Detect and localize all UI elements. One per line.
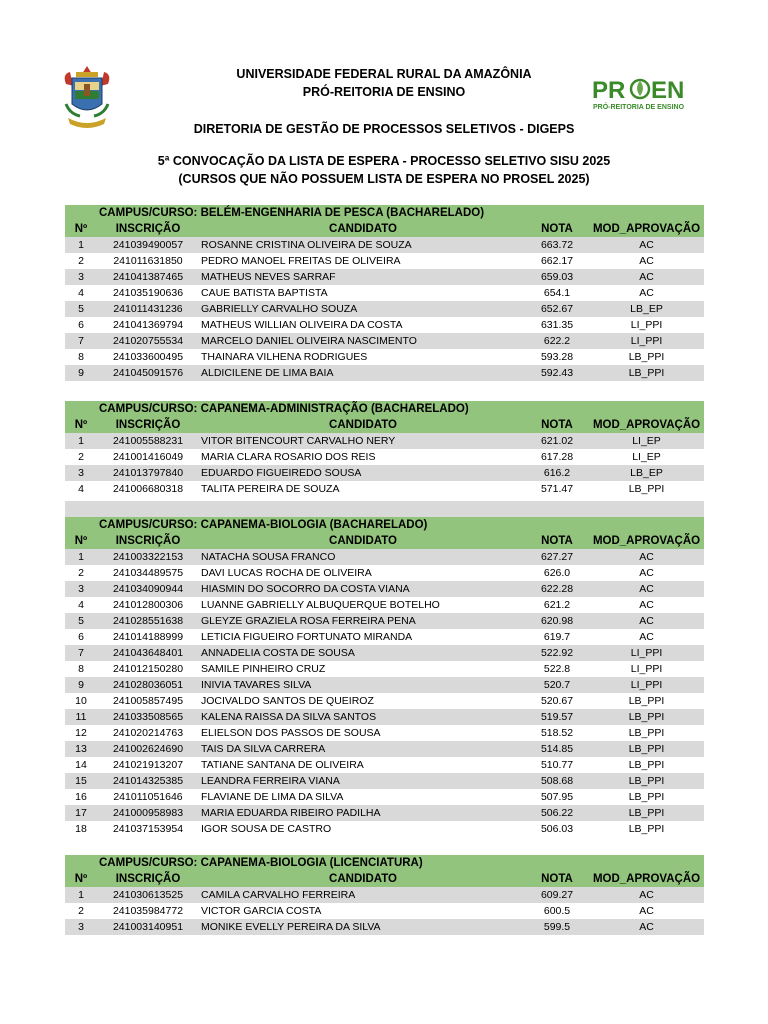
table-row (65, 449, 704, 465)
inscricao-cell: 241014188999 (97, 629, 199, 645)
table-row (65, 741, 704, 757)
nota-cell: 617.28 (525, 449, 589, 465)
nota-cell: 631.35 (525, 317, 589, 333)
nota-cell: 571.47 (525, 481, 589, 497)
candidato-cell: GABRIELLY CARVALHO SOUZA (199, 301, 525, 317)
row-number: 6 (65, 317, 97, 333)
row-number: 4 (65, 481, 97, 497)
mod-aprovacao-cell: AC (589, 629, 704, 645)
row-number: 4 (65, 597, 97, 613)
header-inscricao: INSCRIÇÃO (97, 417, 199, 433)
header-candidato: CANDIDATO (199, 221, 525, 237)
candidato-cell: LETICIA FIGUEIRO FORTUNATO MIRANDA (199, 629, 525, 645)
row-number: 14 (65, 757, 97, 773)
candidato-cell: KALENA RAISSA DA SILVA SANTOS (199, 709, 525, 725)
nota-cell: 520.7 (525, 677, 589, 693)
section-spacer (65, 501, 704, 517)
university-name: UNIVERSIDADE FEDERAL RURAL DA AMAZÔNIA (236, 67, 532, 81)
row-number: 2 (65, 253, 97, 269)
section-spacer (65, 385, 704, 401)
table-row (65, 253, 704, 269)
section-table (65, 205, 704, 381)
campus-course-title: CAMPUS/CURSO: CAPANEMA-BIOLOGIA (LICENCIATURA) (65, 855, 704, 871)
nota-cell: 519.57 (525, 709, 589, 725)
campus-course-title: CAMPUS/CURSO: CAPANEMA-BIOLOGIA (BACHARELADO) (65, 517, 704, 533)
candidato-cell: IGOR SOUSA DE CASTRO (199, 821, 525, 837)
mod-aprovacao-cell: LI_PPI (589, 333, 704, 349)
table-row (65, 333, 704, 349)
inscricao-cell: 241028036051 (97, 677, 199, 693)
nota-cell: 622.2 (525, 333, 589, 349)
inscricao-cell: 241011431236 (97, 301, 199, 317)
nota-cell: 506.03 (525, 821, 589, 837)
mod-aprovacao-cell: LB_EP (589, 301, 704, 317)
row-number: 2 (65, 903, 97, 919)
svg-text:PR: PR (592, 77, 626, 104)
convocacao-title: 5ª CONVOCAÇÃO DA LISTA DE ESPERA - PROCESSO SELETIVO SISU 2025 (157, 154, 611, 168)
mod-aprovacao-cell: LB_PPI (589, 805, 704, 821)
campus-course-title: CAMPUS/CURSO: CAPANEMA-ADMINISTRAÇÃO (BACHARELADO) (65, 401, 704, 417)
header-nota: NOTA (525, 533, 589, 549)
nota-cell: 619.7 (525, 629, 589, 645)
row-number: 9 (65, 677, 97, 693)
nota-cell: 627.27 (525, 549, 589, 565)
inscricao-cell: 241039490057 (97, 237, 199, 253)
nota-cell: 659.03 (525, 269, 589, 285)
nota-cell: 593.28 (525, 349, 589, 365)
row-number: 16 (65, 789, 97, 805)
table-row (65, 613, 704, 629)
table-row (65, 661, 704, 677)
row-number: 17 (65, 805, 97, 821)
table-row (65, 773, 704, 789)
inscricao-cell: 241011051646 (97, 789, 199, 805)
row-number: 3 (65, 581, 97, 597)
table-row (65, 805, 704, 821)
row-number: 9 (65, 365, 97, 381)
header-university (0, 66, 768, 100)
row-number: 10 (65, 693, 97, 709)
candidato-cell: CAMILA CARVALHO FERREIRA (199, 887, 525, 903)
candidato-cell: ANNADELIA COSTA DE SOUSA (199, 645, 525, 661)
nota-cell: 522.92 (525, 645, 589, 661)
mod-aprovacao-cell: LB_PPI (589, 365, 704, 381)
candidato-cell: TAIS DA SILVA CARRERA (199, 741, 525, 757)
inscricao-cell: 241034090944 (97, 581, 199, 597)
table-row (65, 821, 704, 837)
table-row (65, 709, 704, 725)
inscricao-cell: 241020755534 (97, 333, 199, 349)
candidato-cell: VITOR BITENCOURT CARVALHO NERY (199, 433, 525, 449)
campus-course-row (65, 205, 704, 221)
header-inscricao: INSCRIÇÃO (97, 871, 199, 887)
inscricao-cell: 241003322153 (97, 549, 199, 565)
nota-cell: 663.72 (525, 237, 589, 253)
candidato-cell: MARIA EDUARDA RIBEIRO PADILHA (199, 805, 525, 821)
row-number: 1 (65, 549, 97, 565)
section-table (65, 517, 704, 837)
table-row (65, 349, 704, 365)
nota-cell: 616.2 (525, 465, 589, 481)
header-inscricao: INSCRIÇÃO (97, 533, 199, 549)
table-row (65, 581, 704, 597)
section-table (65, 401, 704, 497)
row-number: 2 (65, 449, 97, 465)
header-candidato: CANDIDATO (199, 871, 525, 887)
nota-cell: 599.5 (525, 919, 589, 935)
mod-aprovacao-cell: LB_PPI (589, 741, 704, 757)
table-row (65, 693, 704, 709)
candidato-cell: VICTOR GARCIA COSTA (199, 903, 525, 919)
table-row (65, 433, 704, 449)
table-row (65, 365, 704, 381)
mod-aprovacao-cell: LB_PPI (589, 821, 704, 837)
table-row (65, 269, 704, 285)
nota-cell: 510.77 (525, 757, 589, 773)
column-header-row (65, 221, 704, 237)
mod-aprovacao-cell: LI_PPI (589, 645, 704, 661)
inscricao-cell: 241037153954 (97, 821, 199, 837)
nota-cell: 518.52 (525, 725, 589, 741)
inscricao-cell: 241012150280 (97, 661, 199, 677)
nota-cell: 626.0 (525, 565, 589, 581)
mod-aprovacao-cell: AC (589, 253, 704, 269)
inscricao-cell: 241001416049 (97, 449, 199, 465)
header-diretoria: DIRETORIA DE GESTÃO DE PROCESSOS SELETIVOS - DIGEPS (193, 122, 575, 136)
mod-aprovacao-cell: AC (589, 919, 704, 935)
inscricao-cell: 241034489575 (97, 565, 199, 581)
inscricao-cell: 241002624690 (97, 741, 199, 757)
candidato-cell: MONIKE EVELLY PEREIRA DA SILVA (199, 919, 525, 935)
candidato-cell: HIASMIN DO SOCORRO DA COSTA VIANA (199, 581, 525, 597)
campus-course-row (65, 855, 704, 871)
inscricao-cell: 241006680318 (97, 481, 199, 497)
inscricao-cell: 241012800306 (97, 597, 199, 613)
mod-aprovacao-cell: LB_PPI (589, 349, 704, 365)
table-row (65, 725, 704, 741)
mod-aprovacao-cell: LI_PPI (589, 661, 704, 677)
pro-reitoria: PRÓ-REITORIA DE ENSINO (302, 85, 466, 99)
candidato-cell: ALDICILENE DE LIMA BAIA (199, 365, 525, 381)
nota-cell: 507.95 (525, 789, 589, 805)
mod-aprovacao-cell: AC (589, 887, 704, 903)
mod-aprovacao-cell: LI_PPI (589, 317, 704, 333)
mod-aprovacao-cell: LB_PPI (589, 709, 704, 725)
mod-aprovacao-cell: AC (589, 903, 704, 919)
inscricao-cell: 241030613525 (97, 887, 199, 903)
row-number: 1 (65, 433, 97, 449)
table-row (65, 757, 704, 773)
table-row (65, 677, 704, 693)
inscricao-cell: 241005857495 (97, 693, 199, 709)
table-row (65, 481, 704, 497)
nota-cell: 592.43 (525, 365, 589, 381)
inscricao-cell: 241041369794 (97, 317, 199, 333)
nota-cell: 622.28 (525, 581, 589, 597)
header-convocacao (0, 153, 768, 187)
header-mod-aprovacao: MOD_APROVAÇÃO (589, 417, 704, 433)
table-row (65, 887, 704, 903)
row-number: 13 (65, 741, 97, 757)
inscricao-cell: 241041387465 (97, 269, 199, 285)
mod-aprovacao-cell: AC (589, 597, 704, 613)
row-number: 6 (65, 629, 97, 645)
nota-cell: 609.27 (525, 887, 589, 903)
inscricao-cell: 241014325385 (97, 773, 199, 789)
row-number: 3 (65, 269, 97, 285)
inscricao-cell: 241013797840 (97, 465, 199, 481)
row-number: 1 (65, 887, 97, 903)
candidato-cell: JOCIVALDO SANTOS DE QUEIROZ (199, 693, 525, 709)
table-row (65, 919, 704, 935)
mod-aprovacao-cell: AC (589, 237, 704, 253)
candidato-cell: DAVI LUCAS ROCHA DE OLIVEIRA (199, 565, 525, 581)
row-number: 7 (65, 333, 97, 349)
nota-cell: 514.85 (525, 741, 589, 757)
candidato-cell: CAUE BATISTA BAPTISTA (199, 285, 525, 301)
inscricao-cell: 241000958983 (97, 805, 199, 821)
header-mod-aprovacao: MOD_APROVAÇÃO (589, 871, 704, 887)
table-row (65, 903, 704, 919)
row-number: 12 (65, 725, 97, 741)
candidato-cell: MATHEUS WILLIAN OLIVEIRA DA COSTA (199, 317, 525, 333)
inscricao-cell: 241035984772 (97, 903, 199, 919)
mod-aprovacao-cell: LI_EP (589, 449, 704, 465)
table-row (65, 465, 704, 481)
row-number: 3 (65, 919, 97, 935)
inscricao-cell: 241005588231 (97, 433, 199, 449)
nota-cell: 620.98 (525, 613, 589, 629)
inscricao-cell: 241045091576 (97, 365, 199, 381)
mod-aprovacao-cell: LB_PPI (589, 481, 704, 497)
header-nota: NOTA (525, 221, 589, 237)
nota-cell: 652.67 (525, 301, 589, 317)
row-number: 4 (65, 285, 97, 301)
inscricao-cell: 241033600495 (97, 349, 199, 365)
candidato-cell: LEANDRA FERREIRA VIANA (199, 773, 525, 789)
mod-aprovacao-cell: LB_EP (589, 465, 704, 481)
column-header-row (65, 871, 704, 887)
nota-cell: 654.1 (525, 285, 589, 301)
mod-aprovacao-cell: LB_PPI (589, 693, 704, 709)
inscricao-cell: 241021913207 (97, 757, 199, 773)
campus-course-row (65, 517, 704, 533)
candidato-cell: PEDRO MANOEL FREITAS DE OLIVEIRA (199, 253, 525, 269)
header-mod-aprovacao: MOD_APROVAÇÃO (589, 221, 704, 237)
mod-aprovacao-cell: LB_PPI (589, 757, 704, 773)
nota-cell: 600.5 (525, 903, 589, 919)
candidato-cell: EDUARDO FIGUEIREDO SOUSA (199, 465, 525, 481)
column-header-row (65, 533, 704, 549)
candidato-cell: FLAVIANE DE LIMA DA SILVA (199, 789, 525, 805)
mod-aprovacao-cell: AC (589, 565, 704, 581)
nota-cell: 520.67 (525, 693, 589, 709)
candidato-cell: ELIELSON DOS PASSOS DE SOUSA (199, 725, 525, 741)
row-number: 2 (65, 565, 97, 581)
table-row (65, 317, 704, 333)
header-mod-aprovacao: MOD_APROVAÇÃO (589, 533, 704, 549)
header-nota: NOTA (525, 871, 589, 887)
campus-course-row (65, 401, 704, 417)
candidato-cell: ROSANNE CRISTINA OLIVEIRA DE SOUZA (199, 237, 525, 253)
candidato-cell: NATACHA SOUSA FRANCO (199, 549, 525, 565)
inscricao-cell: 241035190636 (97, 285, 199, 301)
nota-cell: 506.22 (525, 805, 589, 821)
candidato-cell: MARCELO DANIEL OLIVEIRA NASCIMENTO (199, 333, 525, 349)
mod-aprovacao-cell: AC (589, 269, 704, 285)
inscricao-cell: 241020214763 (97, 725, 199, 741)
header-candidato: CANDIDATO (199, 417, 525, 433)
table-row (65, 789, 704, 805)
candidato-cell: INIVIA TAVARES SILVA (199, 677, 525, 693)
candidato-cell: LUANNE GABRIELLY ALBUQUERQUE BOTELHO (199, 597, 525, 613)
table-row (65, 549, 704, 565)
candidato-cell: TALITA PEREIRA DE SOUZA (199, 481, 525, 497)
candidato-cell: MARIA CLARA ROSARIO DOS REIS (199, 449, 525, 465)
mod-aprovacao-cell: LI_EP (589, 433, 704, 449)
nota-cell: 662.17 (525, 253, 589, 269)
svg-text:EN: EN (651, 77, 685, 104)
row-number: 1 (65, 237, 97, 253)
proen-subtitle: PRÓ-REITORIA DE ENSINO (593, 104, 685, 111)
candidato-cell: THAINARA VILHENA RODRIGUES (199, 349, 525, 365)
campus-course-title: CAMPUS/CURSO: BELÉM-ENGENHARIA DE PESCA (BACHARELADO) (65, 205, 704, 221)
nota-cell: 508.68 (525, 773, 589, 789)
table-row (65, 285, 704, 301)
mod-aprovacao-cell: LI_PPI (589, 677, 704, 693)
candidato-cell: MATHEUS NEVES SARRAF (199, 269, 525, 285)
table-row (65, 597, 704, 613)
nota-cell: 522.8 (525, 661, 589, 677)
mod-aprovacao-cell: LB_PPI (589, 725, 704, 741)
header-nota: NOTA (525, 417, 589, 433)
table-row (65, 645, 704, 661)
section-table (65, 855, 704, 935)
mod-aprovacao-cell: AC (589, 549, 704, 565)
row-number: 11 (65, 709, 97, 725)
row-number: 5 (65, 613, 97, 629)
row-number: 8 (65, 349, 97, 365)
column-header-row (65, 417, 704, 433)
row-number: 15 (65, 773, 97, 789)
inscricao-cell: 241028551638 (97, 613, 199, 629)
candidato-cell: SAMILE PINHEIRO CRUZ (199, 661, 525, 677)
header-candidato: CANDIDATO (199, 533, 525, 549)
mod-aprovacao-cell: AC (589, 581, 704, 597)
convocacao-subtitle: (CURSOS QUE NÃO POSSUEM LISTA DE ESPERA NO PROSEL 2025) (178, 172, 590, 186)
header-number: Nº (65, 871, 97, 887)
nota-cell: 621.2 (525, 597, 589, 613)
inscricao-cell: 241003140951 (97, 919, 199, 935)
mod-aprovacao-cell: AC (589, 613, 704, 629)
inscricao-cell: 241011631850 (97, 253, 199, 269)
row-number: 8 (65, 661, 97, 677)
table-row (65, 629, 704, 645)
mod-aprovacao-cell: AC (589, 285, 704, 301)
candidato-cell: GLEYZE GRAZIELA ROSA FERREIRA PENA (199, 613, 525, 629)
header-inscricao: INSCRIÇÃO (97, 221, 199, 237)
row-number: 18 (65, 821, 97, 837)
mod-aprovacao-cell: LB_PPI (589, 773, 704, 789)
table-row (65, 237, 704, 253)
nota-cell: 621.02 (525, 433, 589, 449)
row-number: 3 (65, 465, 97, 481)
row-number: 5 (65, 301, 97, 317)
header-number: Nº (65, 417, 97, 433)
table-row (65, 565, 704, 581)
inscricao-cell: 241043648401 (97, 645, 199, 661)
header-number: Nº (65, 221, 97, 237)
inscricao-cell: 241033508565 (97, 709, 199, 725)
header-number: Nº (65, 533, 97, 549)
row-number: 7 (65, 645, 97, 661)
mod-aprovacao-cell: LB_PPI (589, 789, 704, 805)
table-row (65, 301, 704, 317)
candidato-cell: TATIANE SANTANA DE OLIVEIRA (199, 757, 525, 773)
